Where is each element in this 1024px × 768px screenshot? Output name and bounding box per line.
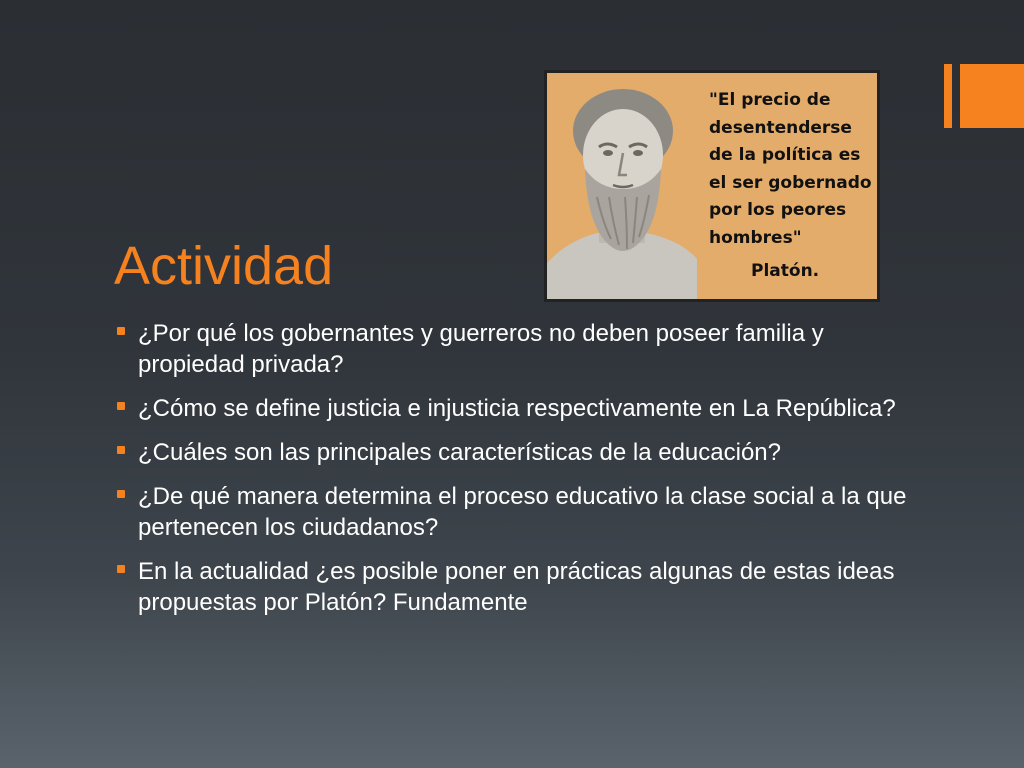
quote-line: por los peores xyxy=(709,200,847,220)
quote-line: desentenderse xyxy=(709,117,852,138)
bullet-list xyxy=(116,318,916,631)
bullet-text: ¿Por qué los gobernantes y guerreros no deben poseer familia y propiedad privada? xyxy=(138,320,824,378)
bullet-item xyxy=(116,437,916,468)
bullet-item xyxy=(116,318,916,380)
bullet-item xyxy=(116,481,916,543)
accent-bar-thick xyxy=(960,64,1024,128)
bullet-marker-icon xyxy=(117,565,125,573)
bullet-text: ¿De qué manera determina el proceso educativo la clase social a la que pertenecen los ciudadanos? xyxy=(138,483,907,541)
slide-title: Actividad xyxy=(114,236,334,296)
bullet-text: ¿Cómo se define justicia e injusticia respectivamente en La República? xyxy=(138,395,896,422)
bullet-item xyxy=(116,556,916,618)
quote-text xyxy=(709,87,877,252)
quote-line: hombres" xyxy=(709,227,802,248)
quote-line: el ser gobernado xyxy=(709,172,872,193)
bullet-marker-icon xyxy=(117,402,125,410)
bullet-marker-icon xyxy=(117,490,125,498)
quote-author: Platón. xyxy=(751,261,820,281)
quote-line: "El precio de xyxy=(709,90,831,110)
accent-bars xyxy=(944,64,1024,128)
bullet-text: En la actualidad ¿es posible poner en prácticas algunas de estas ideas propuestas por Platón? Fundamente xyxy=(138,558,895,616)
plato-quote-image xyxy=(544,70,880,302)
bullet-marker-icon xyxy=(117,446,125,454)
bullet-item xyxy=(116,393,916,424)
accent-bar-thin xyxy=(944,64,952,128)
quote-line: de la política es xyxy=(709,145,861,165)
bullet-marker-icon xyxy=(117,327,125,335)
plato-bust-icon xyxy=(547,73,697,299)
bullet-text: ¿Cuáles son las principales características de la educación? xyxy=(138,439,781,466)
